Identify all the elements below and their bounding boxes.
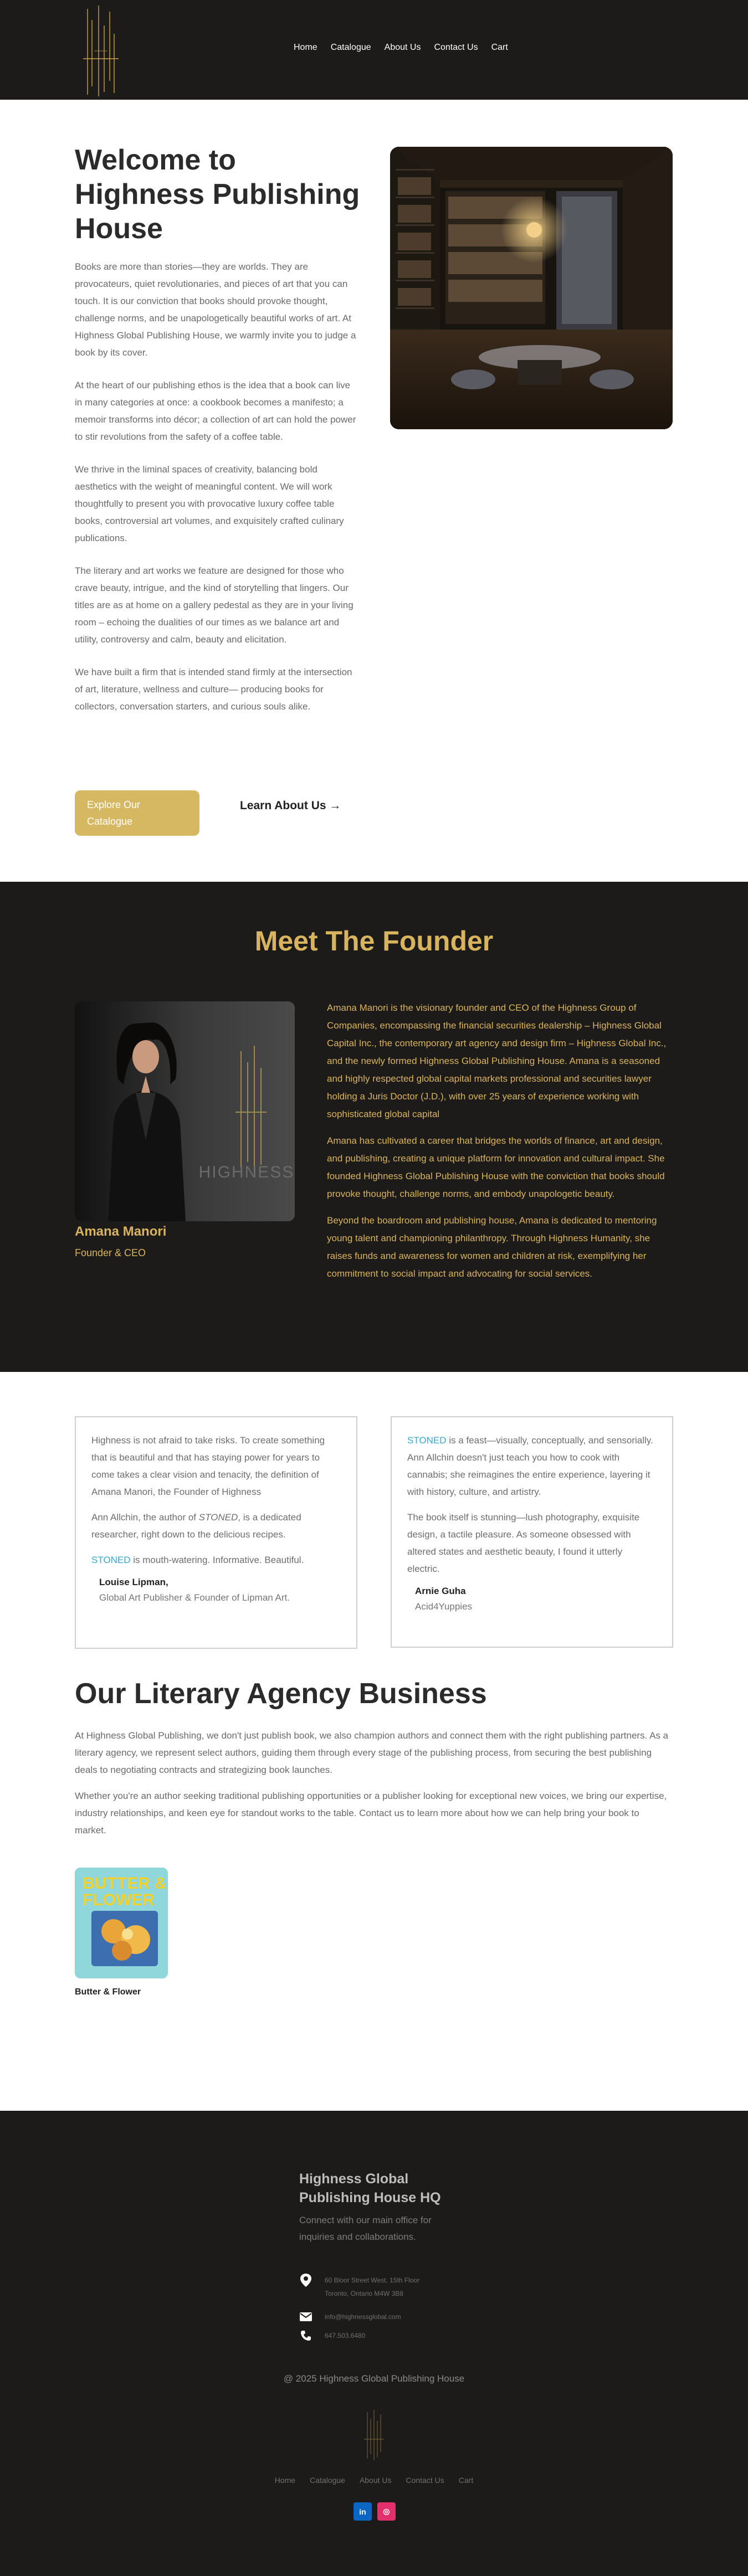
- book-cover-butter-flower[interactable]: [75, 1868, 168, 1978]
- testimonial-text: STONED is a feast—visually, conceptually, and sensorially. Ann Allchin doesn't just teach you how to cook with cannabis; she reimagines the entire experience, layering it with history, culture, and artistry.: [407, 1435, 653, 1497]
- stoned-highlight: STONED: [91, 1555, 131, 1565]
- founder-bio-paragraph: Amana Manori is the visionary founder and CEO of the Highness Group of Companies, encompassing the financial securities dealership – Highness Global Capital Inc., the contemporary art agency and design firm – Highness Global Inc., and the newly formed Highness Global Publishing House. Amana is a seasoned and highly respected global capital markets professional and securities lawyer holding a Juris Doctor (J.D.), with over 25 years of experience working with sophisticated global capital: [327, 1002, 667, 1119]
- testimonial-author-title: Acid4Yuppies: [415, 1601, 473, 1612]
- nav-contact-us[interactable]: Contact Us: [434, 43, 478, 52]
- hq-subtitle: Connect with our main office for inquiries and collaborations.: [299, 2215, 432, 2242]
- founder-heading: Meet The Founder: [254, 925, 494, 957]
- footer-logo[interactable]: [357, 2409, 391, 2461]
- testimonial-card: [391, 1416, 673, 1648]
- library-hero-image: [390, 147, 673, 429]
- founder-role: Founder & CEO: [75, 1247, 146, 1258]
- address-line: 60 Bloor Street West, 15th Floor: [325, 2276, 420, 2284]
- site-header: [0, 0, 748, 100]
- testimonial-text: Ann Allchin, the author of STONED, is a dedicated researcher, right down to the delicious recipes.: [91, 1512, 301, 1540]
- founder-bio-paragraph: Amana has cultivated a career that bridges the worlds of finance, art and design, and publishing, creating a unique platform for innovation and cultural impact. She founded Highness Global Publishing House with the conviction that books should provoke thought, challenge norms, and embody unapologetic beauty.: [327, 1135, 665, 1199]
- learn-about-us-link[interactable]: Learn About Us →: [240, 799, 341, 812]
- nav-home[interactable]: Home: [294, 43, 317, 52]
- testimonial-text: The book itself is stunning—lush photography, exquisite design, a tactile pleasure. As someone obsessed with altered states and aesthetic beauty, I found it utterly electric.: [407, 1512, 640, 1574]
- explore-catalogue-button[interactable]: Explore Our Catalogue: [75, 790, 199, 836]
- phone-icon: [299, 2329, 312, 2342]
- address-line: Toronto, Ontario M4W 3B8: [325, 2290, 404, 2297]
- footer-nav-about-us[interactable]: About Us: [359, 2476, 392, 2485]
- main-nav: [294, 43, 508, 53]
- location-pin-icon: [299, 2274, 312, 2287]
- founder-photo-brand: HIGHNESS: [198, 1163, 295, 1181]
- founder-photo: [75, 1001, 295, 1221]
- footer-nav-contact-us[interactable]: Contact Us: [406, 2476, 444, 2485]
- intro-paragraph: At the heart of our publishing ethos is the idea that a book can live in many categories at once: a cookbook becomes a manifesto; a memoir transforms into décor; a collection of art can hold the power to stir revolutions from the safety of a coffee table.: [75, 380, 356, 442]
- testimonial-text: Highness is not afraid to take risks. To create something that is beautiful and that has staying power for years to come takes a clear vision and tenacity, the definition of Amana Manori, the Founder of Highness: [91, 1435, 325, 1497]
- page-title: Welcome to Highness Publishing House: [75, 144, 360, 245]
- address-row: [299, 2274, 419, 2300]
- testimonial-author: Arnie Guha: [415, 1586, 466, 1596]
- nav-catalogue[interactable]: Catalogue: [330, 43, 371, 52]
- agency-paragraph: At Highness Global Publishing, we don't just publish book, we also champion authors and connect them with the right publishing partners. As a literary agency, we represent select authors, guiding them through every stage of the publishing process, from securing the best publishing deals to negotiating contracts and strategizing book launches.: [75, 1730, 669, 1775]
- testimonial-author: Louise Lipman,: [99, 1577, 168, 1587]
- email-row: [299, 2310, 401, 2323]
- copyright: @ 2025 Highness Global Publishing House: [283, 2373, 465, 2384]
- founder-bio: [327, 999, 673, 1292]
- testimonial-card: [75, 1416, 357, 1649]
- nav-cart[interactable]: Cart: [491, 43, 508, 52]
- nav-about-us[interactable]: About Us: [384, 43, 421, 52]
- svg-text:FLOWER: FLOWER: [83, 1891, 155, 1909]
- intro-paragraph: We have built a firm that is intended stand firmly at the intersection of art, literature, wellness and culture— producing books for collectors, conversation starters, and curious souls alike.: [75, 667, 352, 712]
- testimonial-text: STONED is mouth-watering. Informative. Beautiful.: [91, 1555, 304, 1565]
- founder-bio-paragraph: Beyond the boardroom and publishing house, Amana is dedicated to mentoring young talent and championing philanthropy. Through Highness Humanity, she raises funds and awareness for women and children at risk, exemplifying her commitment to social impact and advocating for social services.: [327, 1215, 657, 1279]
- svg-text:BUTTER &: BUTTER &: [83, 1874, 167, 1893]
- site-footer: [0, 2111, 748, 2576]
- agency-paragraph: Whether you're an author seeking traditional publishing opportunities or a publisher looking for exceptional new voices, we bring our expertise, industry relationships, and keen eye for standout works to the table. Contact us to learn more about how we can help bring your book to market.: [75, 1791, 667, 1835]
- founder-name: Amana Manori: [75, 1224, 167, 1239]
- testimonial-author-title: Global Art Publisher & Founder of Lipman Art.: [99, 1592, 290, 1603]
- intro-paragraph: Books are more than stories—they are worlds. They are provocateurs, quiet revolutionaries, and pieces of art that you can touch. It is our conviction that books should provoke thought, challenge norms, and be unapologetically beautiful works of art. At Highness Global Publishing House, we warmly invite you to judge a book by its cover.: [75, 261, 356, 358]
- phone-row: [299, 2329, 365, 2342]
- envelope-icon: [299, 2310, 312, 2323]
- stoned-highlight: STONED: [407, 1435, 447, 1446]
- founder-section: [0, 882, 748, 1372]
- social-links: [353, 2502, 396, 2521]
- intro-text: [75, 258, 357, 731]
- agency-heading: Our Literary Agency Business: [75, 1678, 487, 1710]
- intro-paragraph: We thrive in the liminal spaces of creativity, balancing bold aesthetics with the weight of meaningful content. We will work thoughtfully to present you with provocative luxury coffee table books, controversial art volumes, and exquisitely crafted culinary publications.: [75, 464, 344, 543]
- footer-nav-cart[interactable]: Cart: [458, 2476, 474, 2485]
- footer-nav-catalogue[interactable]: Catalogue: [310, 2476, 345, 2485]
- highness-logo[interactable]: [72, 3, 127, 97]
- book-title[interactable]: Butter & Flower: [75, 1987, 141, 1997]
- intro-paragraph: The literary and art works we feature are designed for those who crave beauty, intrigue, and the kind of storytelling that lingers. Our titles are as at home on a gallery pedestal as they are in your living room – echoing the dualities of our times as we balance art and utility, controversy and calm, beauty and elicitation.: [75, 565, 353, 645]
- linkedin-icon[interactable]: in: [353, 2502, 372, 2521]
- footer-nav: [0, 2476, 748, 2485]
- instagram-icon[interactable]: ◎: [377, 2502, 396, 2521]
- agency-text: [75, 1727, 673, 1848]
- footer-nav-home[interactable]: Home: [274, 2476, 296, 2485]
- phone-link[interactable]: 647.503.6480: [325, 2332, 366, 2340]
- hq-title: Highness Global Publishing House HQ: [299, 2171, 441, 2205]
- email-link[interactable]: info@highnessglobal.com: [325, 2313, 401, 2321]
